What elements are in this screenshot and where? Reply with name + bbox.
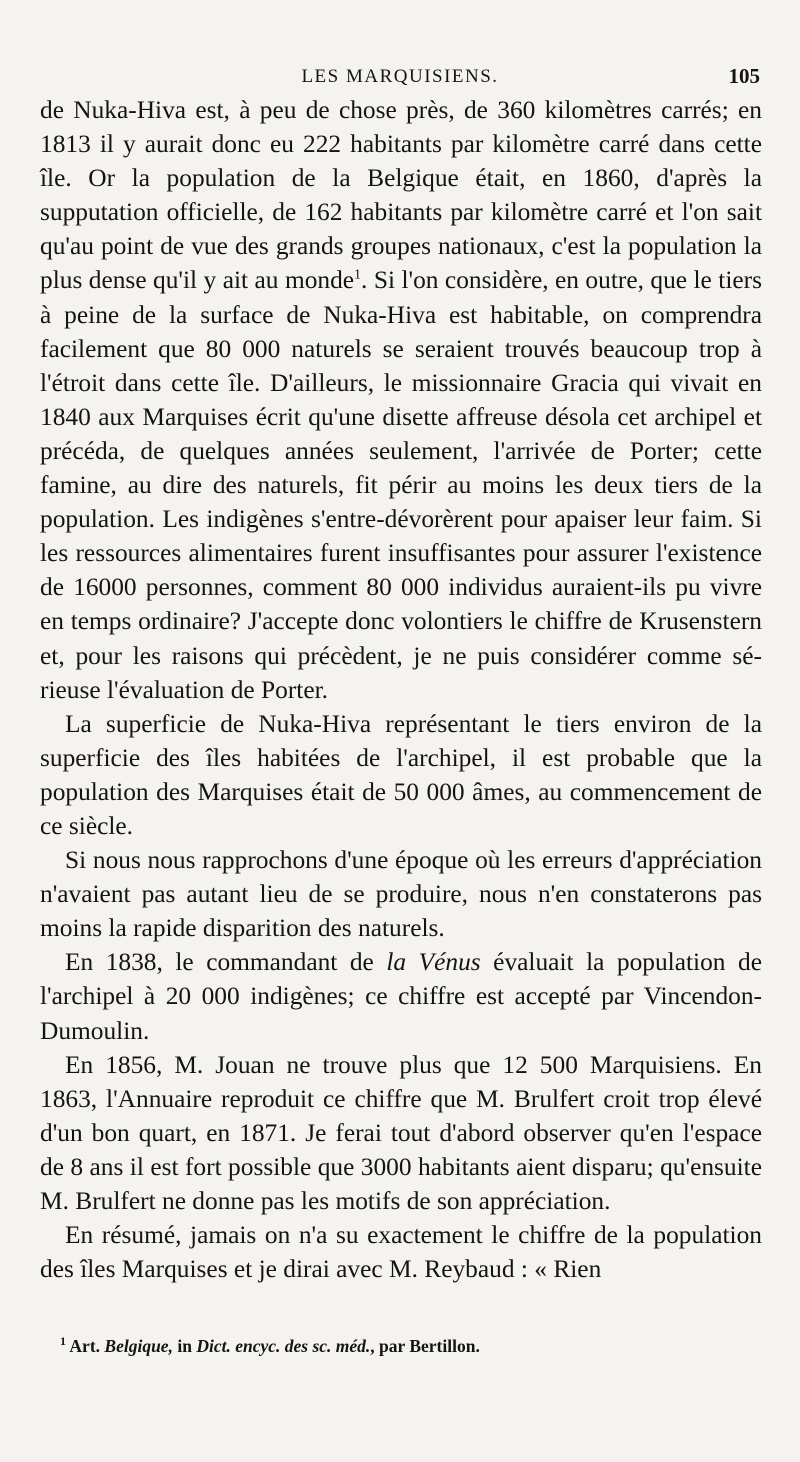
paragraph-2: La superficie de Nuka-Hiva représentant le tiers environ de la superficie des îles habitées de l'archipel, il est probable que la population des Marquises était de 50 000 âmes, au commencement de ce siècle. [40,709,762,840]
page-header [40,62,760,92]
footnote [40,1336,760,1357]
paragraph-4 [40,945,762,1047]
footnote-reference: 1 [354,268,362,283]
paragraph-1-text-b: . Si l'on considère, en outre, que le tiers à peine de la surface de Nuka-Hiva est habitable, on comprendra facilement que 80 000 naturels se seraient trouvés beaucoup trop à l'étroit dans cette île. D'ailleurs, le missionnaire Gracia qui vivait en 1840 aux Marquises écrit qu'une disette affreuse désola cet archipel et précéda, de quelques années seulement, l'arrivée de Porter; cette famine, au dire des naturels, fit périr au moins les deux tiers de la population. Les indigènes s'entre-dévorèrent pour apaiser leur faim. Si les ressources alimentaires furent insuffisantes pour assurer l'existence de 16000 personnes, comment 80 000 individus auraient-ils pu vivre en temps ordinaire? J'accepte donc volontiers le chiffre de Krusenstern et, pour les raisons qui précèdent, je ne puis considérer comme sérieuse l'évaluation de Porter. [40,266,762,704]
paragraph-3: Si nous nous rapprochons d'une époque où les erreurs d'appréciation n'avaient pas autant lieu de se produire, nous n'en constaterons pas moins la rapide disparition des naturels. [40,846,762,943]
footnote-italic-2: Dict. encyc. des sc. méd. [196,1336,371,1356]
footnote-text-2: in [172,1336,197,1356]
footnote-italic-1: Belgique, [104,1336,173,1356]
paragraph-4-text-a: En 1838, le commandant de [65,948,387,977]
paragraph-1-text-a: de Nuka-Hiva est, à peu de chose près, de 360 kilomètres carrés; en 1813 il y aurait donc eu 222 habitants par kilomètre carré dans cette île. Or la population de la Belgique était, en 1860, d'après la supputation officielle, de 162 habitants par kilomètre carré et l'on sait qu'au point de vue des grands groupes nationaux, c'est la population la plus dense qu'il y ait au monde [40,96,762,295]
footnote-text-1: Art. [69,1336,105,1356]
footnote-text-3: , par Bertillon. [370,1336,480,1356]
paragraph-5: En 1856, M. Jouan ne trouve plus que 12 500 Marquisiens. En 1863, l'Annuaire reproduit ce chiffre que M. Brulfert croit trop élevé d'un bon quart, en 1871. Je ferai tout d'abord observer qu'en l'espace de 8 ans il est fort possible que 3000 habitants aient disparu; qu'ensuite M. Brulfert ne donne pas les motifs de son appréciation. [40,1050,762,1215]
body-text [40,93,762,1286]
footnote-marker: 1 [60,1334,66,1349]
paragraph-6: En résumé, jamais on n'a su exactement le chiffre de la population des îles Marquises et je dirai avec M. Reybaud : « Rien [40,1221,762,1284]
paragraph-1 [40,93,762,707]
running-title: LES MARQUISIENS. [301,66,499,87]
paragraph-4-text-b: évaluait la population de l'archipel à 20 000 indigènes; ce chiffre est accepté par Vincendon-Dumoulin. [40,948,762,1045]
ship-name: la Vénus [386,948,481,977]
page-number: 105 [728,64,760,88]
